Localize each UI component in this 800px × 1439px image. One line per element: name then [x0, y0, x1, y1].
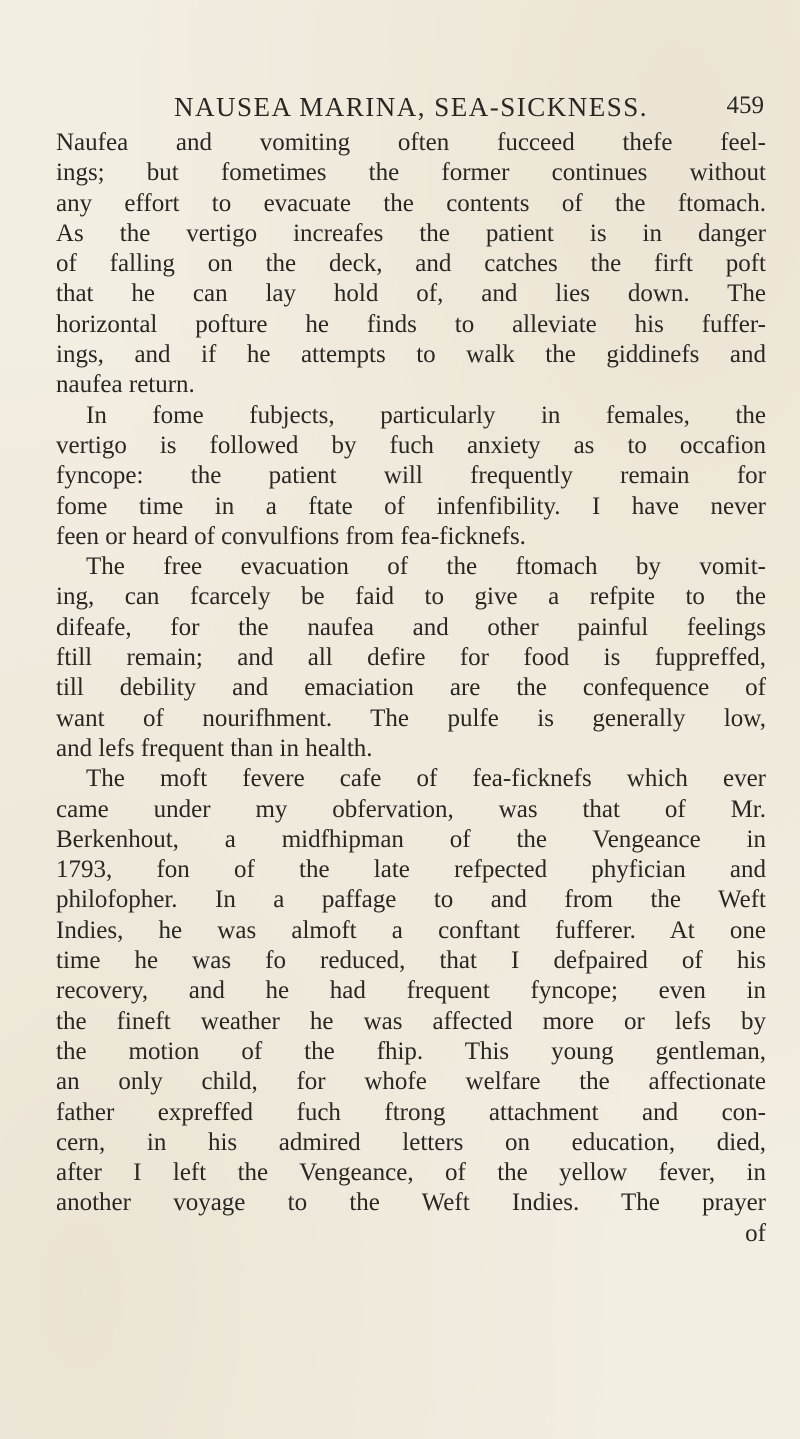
text-line: ings; but fometimes the former continues without	[56, 159, 766, 187]
text-line: another voyage to the Weft Indies. The prayer	[56, 1189, 766, 1217]
text-line: horizontal pofture he finds to alleviate his fuffer-	[56, 310, 766, 338]
text-line: Naufea and vomiting often fucceed thefe feel-	[56, 129, 766, 156]
text-line: after I left the Vengeance, of the yellow fever, in	[56, 1159, 766, 1187]
text-line: The free evacuation of the ftomach by vomit-	[86, 553, 766, 581]
running-title: NAUSEA MARINA, SEA-SICKNESS.	[174, 92, 649, 122]
text-line: As the vertigo increafes the patient is in danger	[56, 219, 766, 247]
text-line: naufea return.	[56, 371, 195, 399]
text-line: The moft fevere cafe of fea-ficknefs which ever	[86, 765, 766, 793]
text-line: came under my obfervation, was that of Mr.	[56, 795, 766, 823]
text-line: want of nourifhment. The pulfe is generally low,	[56, 704, 766, 732]
text-line: an only child, for whofe welfare the affectionate	[56, 1068, 766, 1096]
text-line: ing, can fcarcely be faid to give a refpite to the	[56, 583, 766, 611]
text-line: ings, and if he attempts to walk the giddinefs and	[56, 341, 766, 369]
text-line: In fome fubjects, particularly in females, the	[86, 401, 766, 429]
running-head	[174, 92, 764, 128]
text-line: Indies, he was almoft a conftant fufferer. At one	[56, 916, 766, 944]
text-line: feen or heard of convulfions from fea-ficknefs.	[56, 522, 526, 550]
text-line: any effort to evacuate the contents of the ftomach.	[56, 189, 766, 217]
text-line: time he was fo reduced, that I defpaired of his	[56, 947, 766, 975]
text-line: recovery, and he had frequent fyncope; even in	[56, 977, 766, 1005]
catchword: of	[745, 1219, 766, 1247]
page-number: 459	[726, 92, 764, 119]
text-line: fome time in a ftate of infenfibility. I have never	[56, 492, 766, 520]
text-line: and lefs frequent than in health.	[56, 734, 373, 762]
text-line: cern, in his admired letters on education, died,	[56, 1128, 766, 1156]
text-line: ftill remain; and all defire for food is fuppreffed,	[56, 644, 766, 672]
text-line: fyncope: the patient will frequently remain for	[56, 462, 766, 490]
text-line: of falling on the deck, and catches the firft poft	[56, 250, 766, 278]
body-text	[56, 128, 766, 1249]
text-line: the fineft weather he was affected more or lefs by	[56, 1007, 766, 1035]
text-line: philofopher. In a paffage to and from the Weft	[56, 886, 766, 914]
text-line: Berkenhout, a midfhipman of the Vengeance in	[56, 825, 766, 853]
text-line: difeafe, for the naufea and other painful feelings	[56, 613, 766, 641]
text-line: 1793, fon of the late refpected phyfician and	[56, 856, 766, 884]
text-line: that he can lay hold of, and lies down. The	[56, 280, 766, 308]
text-line: the motion of the fhip. This young gentleman,	[56, 1037, 766, 1065]
text-line: vertigo is followed by fuch anxiety as to occafion	[56, 431, 766, 459]
text-line: till debility and emaciation are the confequence of	[56, 674, 766, 702]
text-line: father expreffed fuch ftrong attachment and con-	[56, 1098, 766, 1126]
